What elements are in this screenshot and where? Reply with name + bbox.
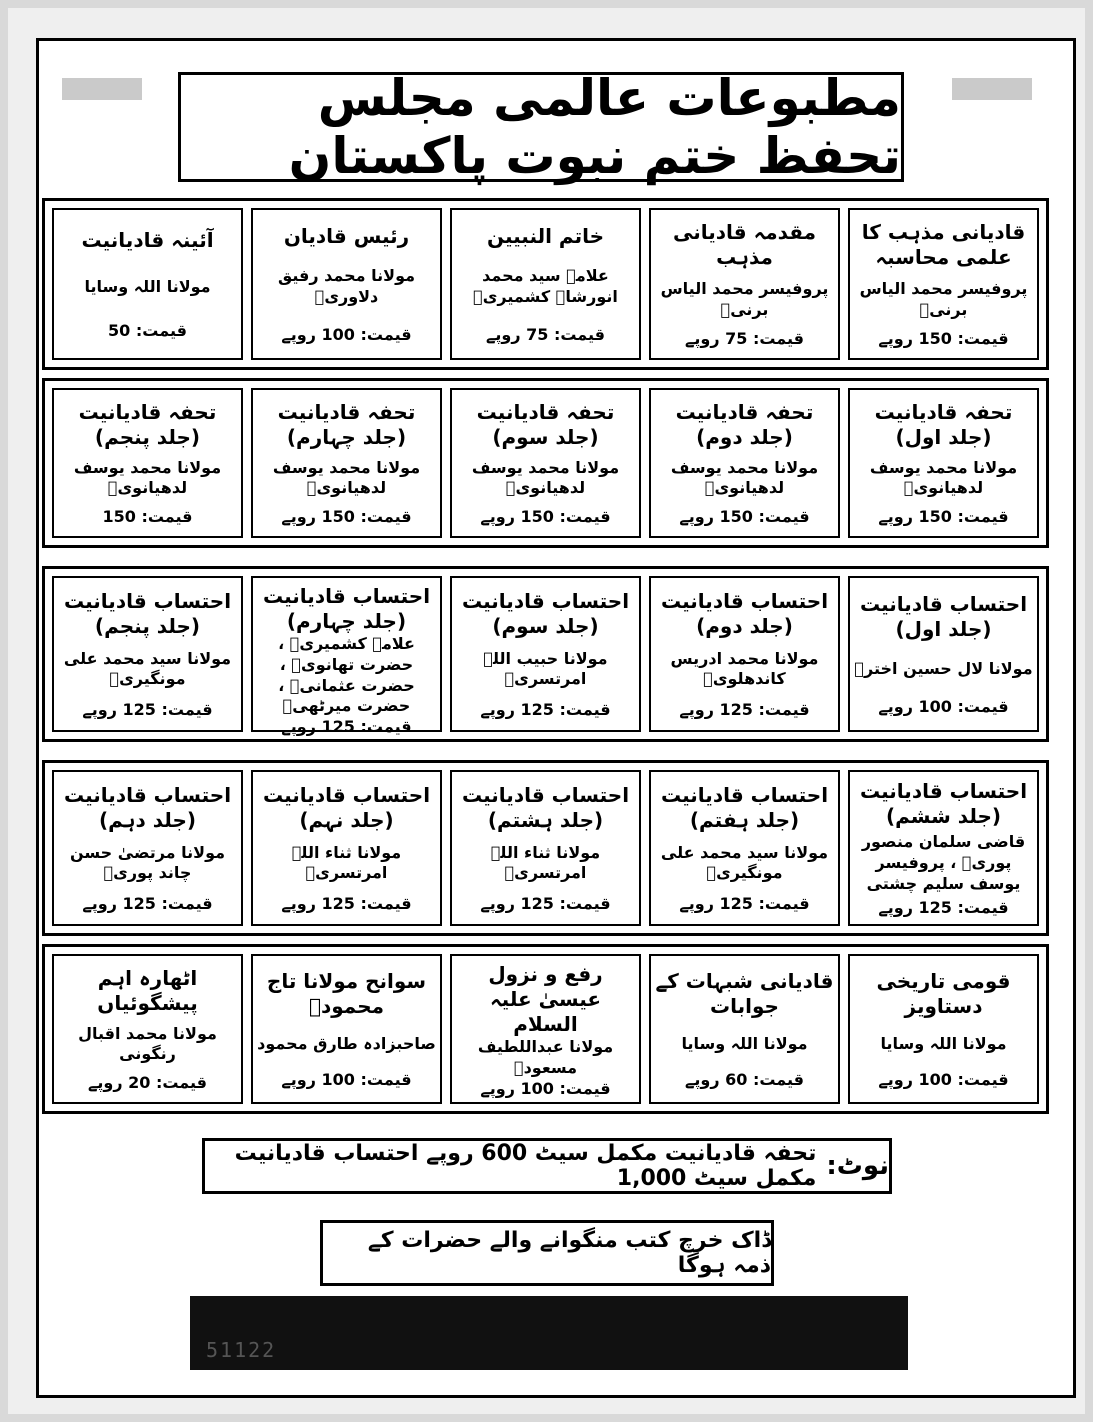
book-author: قاضی سلمان منصور پوریؒ ، پروفیسر یوسف سلیم چشتی — [861, 832, 1026, 893]
book-title: احتساب قادیانیت (جلد دہم) — [63, 782, 232, 832]
book-row-5 — [42, 944, 1049, 1114]
book-title: قادیانی شبہات کے جوابات — [655, 969, 834, 1019]
note-box — [202, 1138, 892, 1194]
note-label: نوٹ: — [826, 1151, 889, 1181]
book-title: تحفہ قادیانیت (جلد پنجم) — [78, 399, 217, 449]
book-price: قیمت: 100 روپے — [878, 1069, 1009, 1089]
book-price: قیمت: 100 روپے — [480, 1078, 611, 1098]
book-price: قیمت: 150 روپے — [878, 507, 1009, 527]
book-price: قیمت: 125 روپے — [679, 894, 810, 914]
book-title: تحفہ قادیانیت (جلد چہارم) — [277, 399, 416, 449]
book-author: مولانا محمد اقبال رنگونی — [78, 1023, 217, 1064]
book-author: مولانا عبداللطیف مسعودؒ — [477, 1037, 614, 1077]
book-price: قیمت: 75 روپے — [685, 328, 805, 348]
book-price: قیمت: 125 روپے — [281, 894, 412, 914]
book-author: مولانا ثناء اللہ امرتسریؒ — [490, 842, 601, 883]
book-card — [649, 770, 840, 926]
book-author: مولانا لال حسین اخترؒ — [854, 659, 1033, 679]
book-card — [848, 208, 1039, 360]
book-title: رئیس قادیان — [283, 224, 410, 249]
book-card — [251, 576, 442, 737]
book-card — [450, 954, 641, 1104]
book-card — [649, 576, 840, 732]
book-title: احتساب قادیانیت (جلد ششم) — [859, 779, 1028, 829]
book-card — [848, 954, 1039, 1104]
book-title: احتساب قادیانیت (جلد اول) — [859, 592, 1028, 642]
corner-mark-left — [62, 78, 142, 100]
book-price: قیمت: 50 — [108, 321, 187, 341]
book-author: پروفیسر محمد الیاس برنیؒ — [660, 278, 829, 319]
book-author: مولانا سید محمد علی مونگیریؒ — [63, 648, 232, 689]
book-row-3 — [42, 566, 1049, 742]
book-card — [649, 388, 840, 538]
book-price: قیمت: 100 روپے — [281, 1069, 412, 1089]
book-title: مقدمہ قادیانی مذہب — [672, 220, 817, 270]
book-title: اٹھارہ اہم پیشگوئیاں — [97, 965, 198, 1015]
book-card — [251, 388, 442, 538]
book-card — [450, 208, 641, 360]
book-card — [52, 208, 243, 360]
book-title: آئینہ قادیانیت — [81, 227, 214, 252]
book-author: مولانا محمد رفیق دلاوریؒ — [277, 266, 416, 306]
book-author: مولانا اللہ وسایا — [880, 1034, 1007, 1054]
book-row-2 — [42, 378, 1049, 548]
book-price: قیمت: 150 روپے — [480, 507, 611, 527]
book-price: قیمت: 125 روپے — [82, 700, 213, 720]
book-author: صاحبزادہ طارق محمود — [257, 1034, 436, 1054]
book-author: مولانا محمد ادریس کاندھلویؒ — [670, 648, 819, 689]
footer-code: 51122 — [206, 1338, 277, 1362]
book-author: پروفیسر محمد الیاس برنیؒ — [859, 278, 1028, 319]
book-row-4 — [42, 760, 1049, 936]
book-title: احتساب قادیانیت (جلد پنجم) — [63, 588, 232, 638]
book-title: خاتم النبیین — [486, 224, 605, 249]
book-price: قیمت: 100 روپے — [878, 696, 1009, 716]
book-title: احتساب قادیانیت (جلد سوم) — [461, 588, 630, 638]
book-author: مولانا مرتضیٰ حسن چاند پوریؒ — [69, 842, 226, 883]
book-title: احتساب قادیانیت (جلد ہفتم) — [660, 782, 829, 832]
book-author: مولانا محمد یوسف لدھیانویؒ — [471, 457, 620, 498]
book-card — [848, 576, 1039, 732]
book-card — [848, 388, 1039, 538]
book-title: احتساب قادیانیت (جلد ہشتم) — [461, 782, 630, 832]
book-title: احتساب قادیانیت (جلد نہم) — [262, 782, 431, 832]
book-card — [52, 954, 243, 1104]
book-price: قیمت: 125 روپے — [679, 700, 810, 720]
book-card — [450, 770, 641, 926]
note-text: تحفہ قادیانیت مکمل سیٹ 600 روپے احتساب قادیانیت مکمل سیٹ 1,000 — [234, 1141, 817, 1191]
book-author: مولانا حبیب اللہ امرتسریؒ — [483, 648, 608, 689]
book-title: قادیانی مذہب کا علمی محاسبہ — [861, 220, 1026, 270]
book-title: رفع و نزول عیسیٰ علیہ السلام — [488, 962, 603, 1036]
book-price: قیمت: 125 روپے — [878, 897, 1009, 917]
book-title: تحفہ قادیانیت (جلد سوم) — [476, 399, 615, 449]
book-price: قیمت: 125 روپے — [480, 700, 611, 720]
book-title: احتساب قادیانیت (جلد چہارم) — [262, 584, 431, 633]
book-author: علامہ سید محمد انورشاہ کشمیریؒ — [473, 266, 618, 306]
book-card — [251, 954, 442, 1104]
book-author: مولانا اللہ وسایا — [681, 1034, 808, 1054]
title-box — [178, 69, 904, 185]
book-price: قیمت: 125 روپے — [82, 894, 213, 914]
book-author: علامہ کشمیریؒ ، حضرت تھانویؒ ، حضرت عثمانیؒ ، حضرت میرٹھیؒ — [278, 634, 415, 716]
book-price: قیمت: 20 روپے — [88, 1073, 208, 1093]
book-card — [52, 770, 243, 926]
book-price: قیمت: 125 روپے — [480, 894, 611, 914]
book-author: مولانا محمد یوسف لدھیانویؒ — [272, 457, 421, 498]
book-author: مولانا اللہ وسایا — [84, 276, 211, 296]
shipping-text: ڈاک خرچ کتب منگوانے والے حضرات کے ذمہ ہوگا — [367, 1228, 771, 1278]
shipping-notice — [320, 1220, 774, 1286]
book-author: مولانا محمد یوسف لدھیانویؒ — [670, 457, 819, 498]
book-title: احتساب قادیانیت (جلد دوم) — [660, 588, 829, 638]
book-title: قومی تاریخی دستاویز — [876, 969, 1011, 1019]
book-price: قیمت: 150 روپے — [878, 328, 1009, 348]
page-title: مطبوعات عالمی مجلس تحفظ ختم نبوت پاکستان — [288, 69, 901, 185]
book-author: مولانا ثناء اللہ امرتسریؒ — [291, 842, 402, 883]
book-card — [251, 208, 442, 360]
book-author: مولانا محمد یوسف لدھیانویؒ — [73, 457, 222, 498]
book-price: قیمت: 100 روپے — [281, 324, 412, 344]
book-price: قیمت: 125 روپے — [281, 717, 412, 737]
book-card — [52, 388, 243, 538]
book-price: قیمت: 60 روپے — [685, 1069, 805, 1089]
book-price: قیمت: 75 روپے — [486, 324, 606, 344]
book-card — [450, 576, 641, 732]
book-card — [649, 954, 840, 1104]
book-price: قیمت: 150 روپے — [281, 507, 412, 527]
corner-mark-right — [952, 78, 1032, 100]
book-card — [251, 770, 442, 926]
book-author: مولانا محمد یوسف لدھیانویؒ — [869, 457, 1018, 498]
book-card — [450, 388, 641, 538]
book-title: سوانح مولانا تاج محمودؒ — [266, 969, 427, 1019]
book-title: تحفہ قادیانیت (جلد اول) — [874, 399, 1013, 449]
book-card — [649, 208, 840, 360]
book-price: قیمت: 150 روپے — [679, 507, 810, 527]
book-author: مولانا سید محمد علی مونگیریؒ — [660, 842, 829, 883]
book-row-1 — [42, 198, 1049, 370]
book-price: قیمت: 150 — [102, 507, 193, 527]
book-title: تحفہ قادیانیت (جلد دوم) — [675, 399, 814, 449]
footer-bar — [190, 1296, 908, 1370]
book-card — [52, 576, 243, 732]
book-card — [848, 770, 1039, 926]
